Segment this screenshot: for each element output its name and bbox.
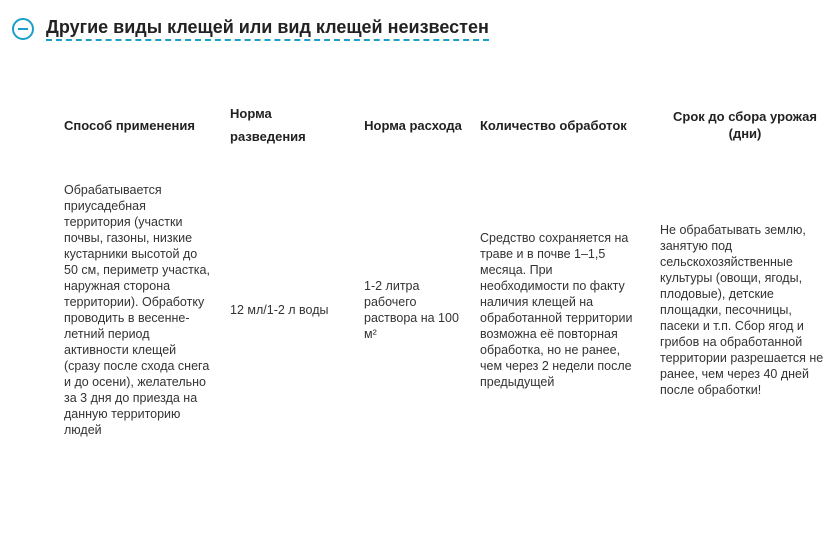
header-harvest: Срок до сбора урожая (дни) [673, 109, 817, 141]
table-header-row [52, 82, 836, 168]
cell-method: Обрабатывается приусадебная территория (участки почвы, газоны, низкие кустарники высотой до 50 см, периметр участка, наружная сторона территории). Обработку проводить в весенне-летний период активности клещей (сразу после схода снега и до осени), желательно за 3 дня до приезда на данную территорию людей [64, 183, 210, 437]
collapse-minus-icon[interactable] [12, 18, 34, 40]
usage-table [52, 82, 836, 438]
section-title[interactable]: Другие виды клещей или вид клещей неизвестен [46, 16, 489, 41]
cell-consumption: 1-2 литра рабочего раствора на 100 м² [364, 279, 459, 341]
table-row [52, 168, 836, 438]
header-dilution: Норма разведения [230, 106, 306, 144]
cell-treatments: Средство сохраняется на траве и в почве 1–1,5 месяца. При необходимости по факту наличия клещей на обработанной территории возможна её повторная обработка, но не ранее, чем через 2 недели после предыдущей [480, 231, 633, 389]
cell-dilution: 12 мл/1-2 л воды [230, 303, 329, 317]
header-method: Способ применения [64, 117, 195, 133]
cell-harvest: Не обрабатывать землю, занятую под сельскохозяйственные культуры (овощи, ягоды, плодовые), детские площадки, песочницы, пасеки и т.п. Сбор ягод и грибов на обработанной территории разрешается не ранее, чем через 40 дней после обработки! [660, 223, 824, 397]
header-consumption: Норма расхода [364, 117, 462, 133]
header-treatments: Количество обработок [480, 117, 627, 133]
accordion-header[interactable] [12, 16, 489, 41]
